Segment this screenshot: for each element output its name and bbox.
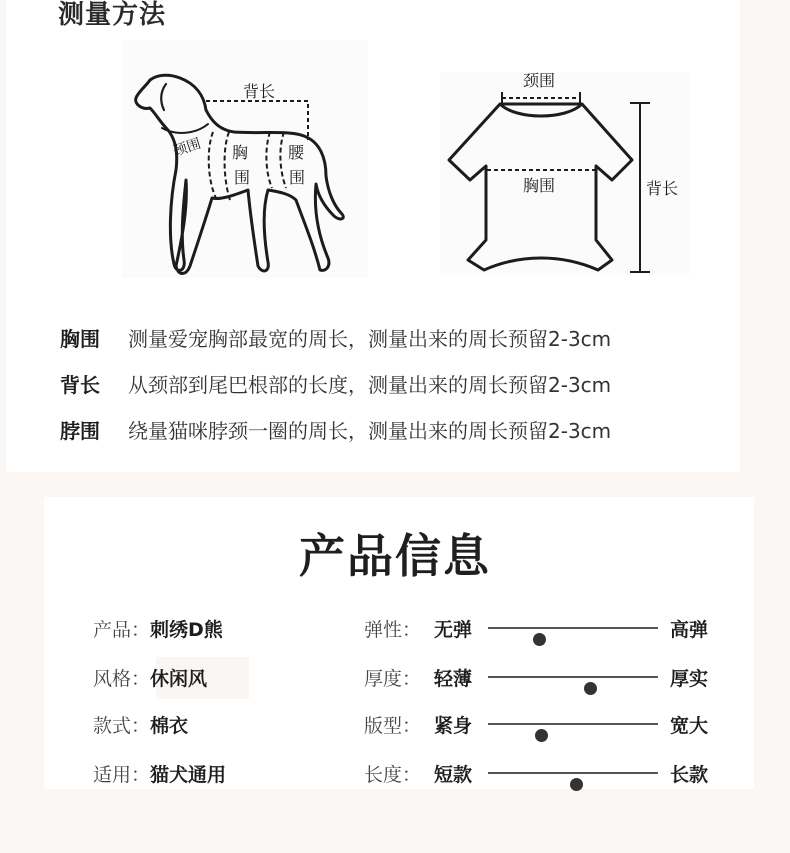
dog-neck-label: 颈围 — [171, 135, 203, 160]
desc-term: 脖围 — [60, 419, 100, 443]
spec-row-suitable — [93, 760, 226, 787]
desc-term: 背长 — [60, 373, 100, 397]
scale-row-length — [364, 760, 724, 790]
scale-high-label: 厚实 — [670, 668, 709, 690]
scale-knob — [584, 682, 597, 695]
diagram-canvas — [0, 0, 790, 300]
spec-row-style — [93, 664, 207, 691]
spec-value: 休闲风 — [150, 668, 208, 690]
scale-track — [488, 772, 658, 774]
spec-row-product — [93, 615, 223, 642]
dog-waist-label-2: 围 — [289, 168, 306, 187]
spec-row-type — [93, 711, 188, 738]
shirt-back-length-label: 背长 — [646, 179, 679, 198]
spec-value: 棉衣 — [150, 715, 189, 737]
scale-row-thickness — [364, 664, 724, 694]
shirt-neck-label: 颈围 — [523, 71, 556, 90]
desc-row-back — [60, 369, 611, 398]
scale-low-label: 短款 — [434, 764, 473, 786]
spec-value: 刺绣D熊 — [150, 619, 223, 641]
scale-knob — [533, 633, 546, 646]
measurement-heading: 测量方法 — [58, 0, 167, 30]
spec-value: 猫犬通用 — [150, 764, 227, 786]
dog-waist-label-1: 腰 — [288, 143, 305, 162]
spec-key: 适用： — [93, 764, 151, 786]
scale-row-elasticity — [364, 615, 724, 645]
scale-key: 长度： — [364, 764, 422, 786]
scale-key: 版型： — [364, 715, 422, 737]
scale-high-label: 宽大 — [670, 715, 709, 737]
dog-back-length-label: 背长 — [243, 82, 276, 101]
desc-row-chest — [60, 323, 611, 352]
measurement-diagrams — [0, 0, 790, 300]
scale-track — [488, 627, 658, 629]
dog-chest-label-1: 胸 — [232, 143, 249, 162]
scale-track — [488, 723, 658, 725]
product-info-title: 产品信息 — [299, 529, 491, 583]
desc-text: 从颈部到尾巴根部的长度，测量出来的周长预留2-3cm — [128, 373, 612, 397]
scale-key: 弹性： — [364, 619, 422, 641]
desc-row-neck — [60, 415, 611, 444]
spec-key: 款式： — [93, 715, 151, 737]
scale-knob — [535, 729, 548, 742]
scale-high-label: 长款 — [670, 764, 709, 786]
scale-knob — [570, 778, 583, 791]
scale-high-label: 高弹 — [670, 619, 709, 641]
scale-low-label: 无弹 — [434, 619, 473, 641]
desc-text: 绕量猫咪脖颈一圈的周长，测量出来的周长预留2-3cm — [128, 419, 612, 443]
desc-text: 测量爱宠胸部最宽的周长，测量出来的周长预留2-3cm — [128, 327, 612, 351]
spec-key: 风格： — [93, 668, 151, 690]
desc-term: 胸围 — [60, 327, 100, 351]
scale-track — [488, 676, 658, 678]
scale-row-fit — [364, 711, 724, 741]
spec-key: 产品： — [93, 619, 151, 641]
scale-low-label: 轻薄 — [434, 668, 473, 690]
scale-low-label: 紧身 — [434, 715, 473, 737]
dog-chest-label-2: 围 — [234, 168, 251, 187]
scale-key: 厚度： — [364, 668, 422, 690]
shirt-chest-label: 胸围 — [523, 176, 556, 195]
